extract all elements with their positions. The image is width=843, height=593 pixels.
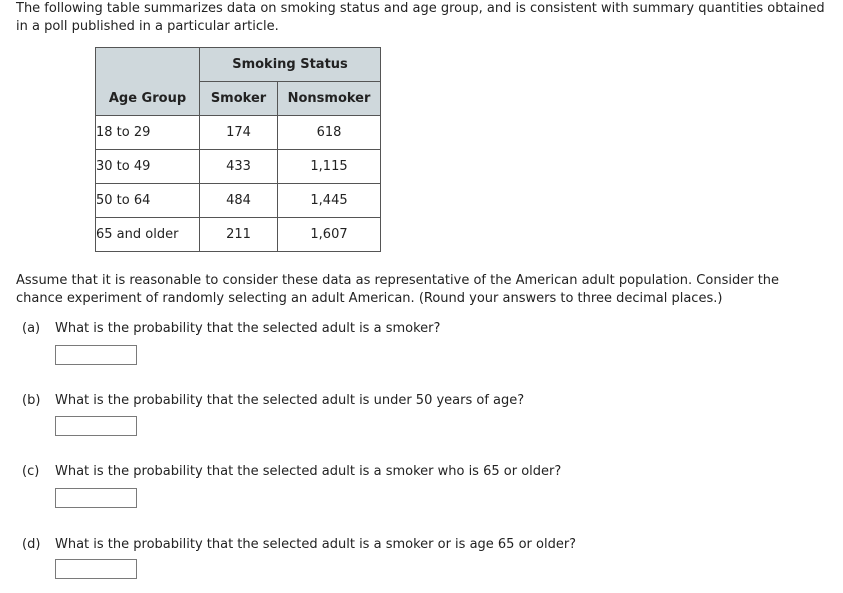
table-header-row: [96, 82, 381, 116]
table-row: [96, 218, 381, 252]
answer-input-d[interactable]: [55, 559, 137, 579]
question-b: [22, 392, 524, 410]
smoker-cell: 174: [200, 116, 278, 150]
table-row: [96, 116, 381, 150]
table-corner-cell: [96, 48, 200, 82]
answer-input-c[interactable]: [55, 488, 137, 508]
smoking-status-header: Smoking Status: [200, 48, 381, 82]
answer-input-a[interactable]: [55, 345, 137, 365]
age-cell: 18 to 29: [96, 116, 200, 150]
question-letter: (a): [22, 321, 41, 336]
question-c: [22, 463, 561, 481]
question-text: What is the probability that the selected adult is a smoker?: [55, 321, 441, 336]
nonsmoker-cell: 1,115: [278, 150, 381, 184]
question-a: [22, 320, 440, 338]
age-cell: 50 to 64: [96, 184, 200, 218]
table-row: [96, 184, 381, 218]
nonsmoker-cell: 1,445: [278, 184, 381, 218]
question-letter: (c): [22, 464, 40, 479]
smoker-cell: 433: [200, 150, 278, 184]
nonsmoker-header: Nonsmoker: [278, 82, 381, 116]
smoker-header: Smoker: [200, 82, 278, 116]
nonsmoker-cell: 1,607: [278, 218, 381, 252]
question-letter: (b): [22, 393, 41, 408]
nonsmoker-cell: 618: [278, 116, 381, 150]
age-group-header: Age Group: [96, 82, 200, 116]
answer-input-b[interactable]: [55, 416, 137, 436]
table-group-header-row: [96, 48, 381, 82]
question-text: What is the probability that the selected adult is under 50 years of age?: [55, 393, 525, 408]
smoker-cell: 484: [200, 184, 278, 218]
smoking-table: [95, 47, 381, 252]
question-letter: (d): [22, 537, 41, 552]
intro-text: The following table summarizes data on smoking status and age group, and is consistent with summary quantities obtained in a poll published in a particular article.: [16, 1, 825, 34]
question-text: What is the probability that the selected adult is a smoker or is age 65 or older?: [55, 537, 577, 552]
smoker-cell: 211: [200, 218, 278, 252]
question-d: [22, 536, 576, 554]
assumption-text: Assume that it is reasonable to consider these data as representative of the American adult population. Consider the chance experiment of randomly selecting an adult American. (Round your answers to three decimal places.): [16, 273, 780, 306]
age-cell: 65 and older: [96, 218, 200, 252]
question-text: What is the probability that the selected adult is a smoker who is 65 or older?: [55, 464, 562, 479]
age-cell: 30 to 49: [96, 150, 200, 184]
table-row: [96, 150, 381, 184]
